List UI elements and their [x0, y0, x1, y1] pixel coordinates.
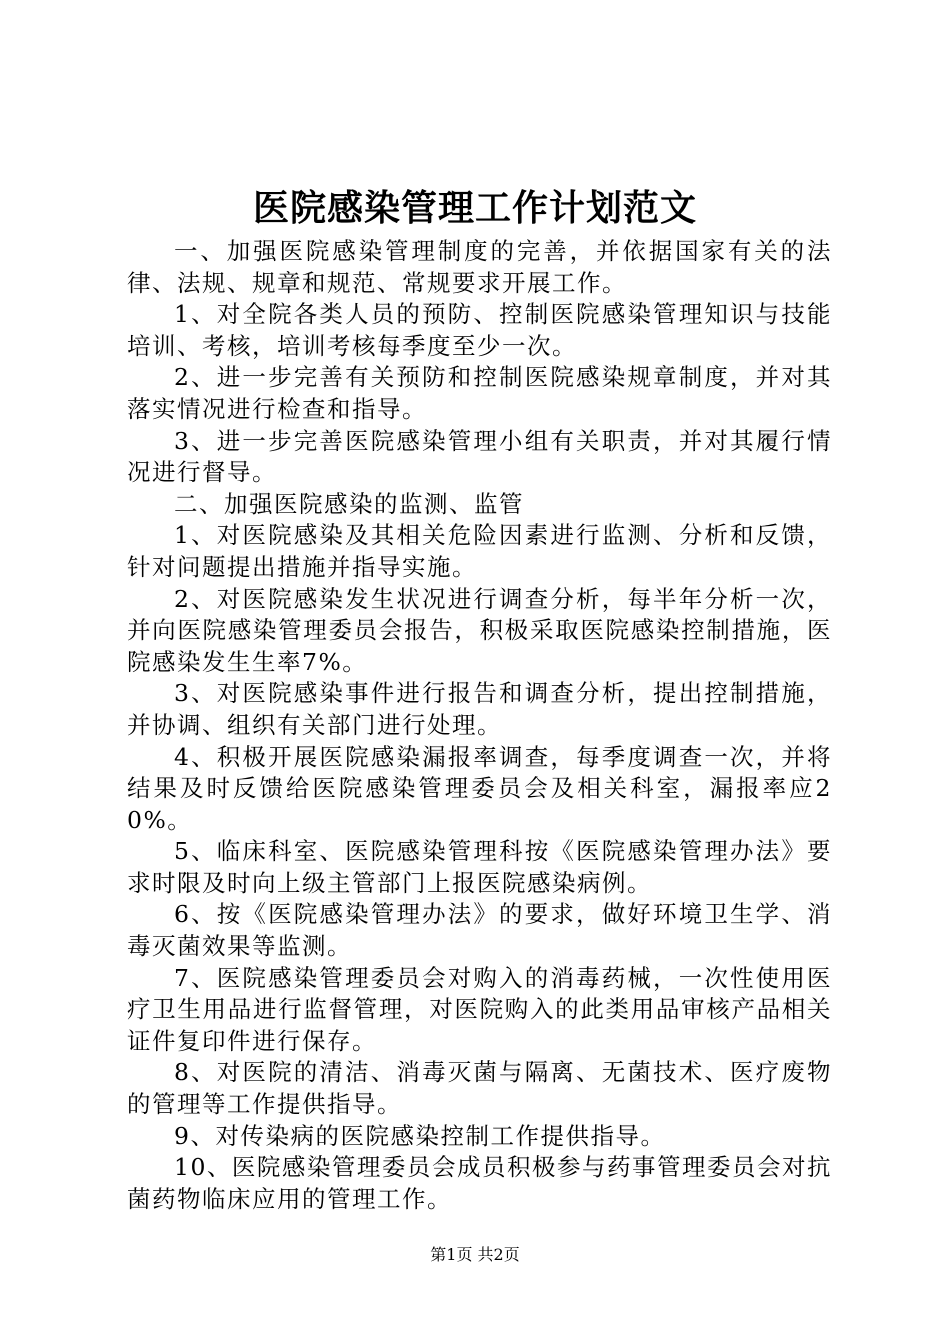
- paragraph: 3、进一步完善医院感染管理小组有关职责，并对其履行情况进行督导。: [127, 426, 832, 487]
- paragraph: 8、对医院的清洁、消毒灭菌与隔离、无菌技术、医疗废物的管理等工作提供指导。: [127, 1058, 832, 1119]
- section-heading-1: 一、加强医院感染管理制度的完善，并依据国家有关的法律、法规、规章和规范、常规要求开展工作。: [127, 237, 832, 297]
- paragraph: 10、医院感染管理委员会成员积极参与药事管理委员会对抗菌药物临床应用的管理工作。: [127, 1153, 832, 1213]
- paragraph: 2、对医院感染发生状况进行调查分析，每半年分析一次，并向医院感染管理委员会报告，积极采取医院感染控制措施，医院感染发生生率7%。: [127, 584, 832, 676]
- document-body: [127, 236, 832, 1215]
- paragraph: 1、对全院各类人员的预防、控制医院感染管理知识与技能培训、考核，培训考核每季度至少一次。: [127, 300, 832, 360]
- paragraph: 1、对医院感染及其相关危险因素进行监测、分析和反馈，针对问题提出措施并指导实施。: [127, 521, 832, 581]
- page-footer: 第1页 共2页: [430, 1245, 520, 1264]
- paragraph: 2、进一步完善有关预防和控制医院感染规章制度，并对其落实情况进行检查和指导。: [127, 363, 832, 423]
- paragraph: 3、对医院感染事件进行报告和调查分析，提出控制措施，并协调、组织有关部门进行处理。: [127, 679, 832, 739]
- paragraph: 7、医院感染管理委员会对购入的消毒药械，一次性使用医疗卫生用品进行监督管理，对医院购入的此类用品审核产品相关证件复印件进行保存。: [127, 963, 832, 1055]
- paragraph: 4、积极开展医院感染漏报率调查，每季度调查一次，并将结果及时反馈给医院感染管理委员会及相关科室，漏报率应20%。: [127, 742, 832, 834]
- paragraph: 6、按《医院感染管理办法》的要求，做好环境卫生学、消毒灭菌效果等监测。: [127, 900, 832, 961]
- paragraph: 5、临床科室、医院感染管理科按《医院感染管理办法》要求时限及时向上级主管部门上报医院感染病例。: [127, 837, 832, 897]
- paragraph: 9、对传染病的医院感染控制工作提供指导。: [174, 1121, 666, 1150]
- section-heading-2: 二、加强医院感染的监测、监管: [174, 489, 524, 518]
- document-title: 医院感染管理工作计划范文: [252, 187, 697, 229]
